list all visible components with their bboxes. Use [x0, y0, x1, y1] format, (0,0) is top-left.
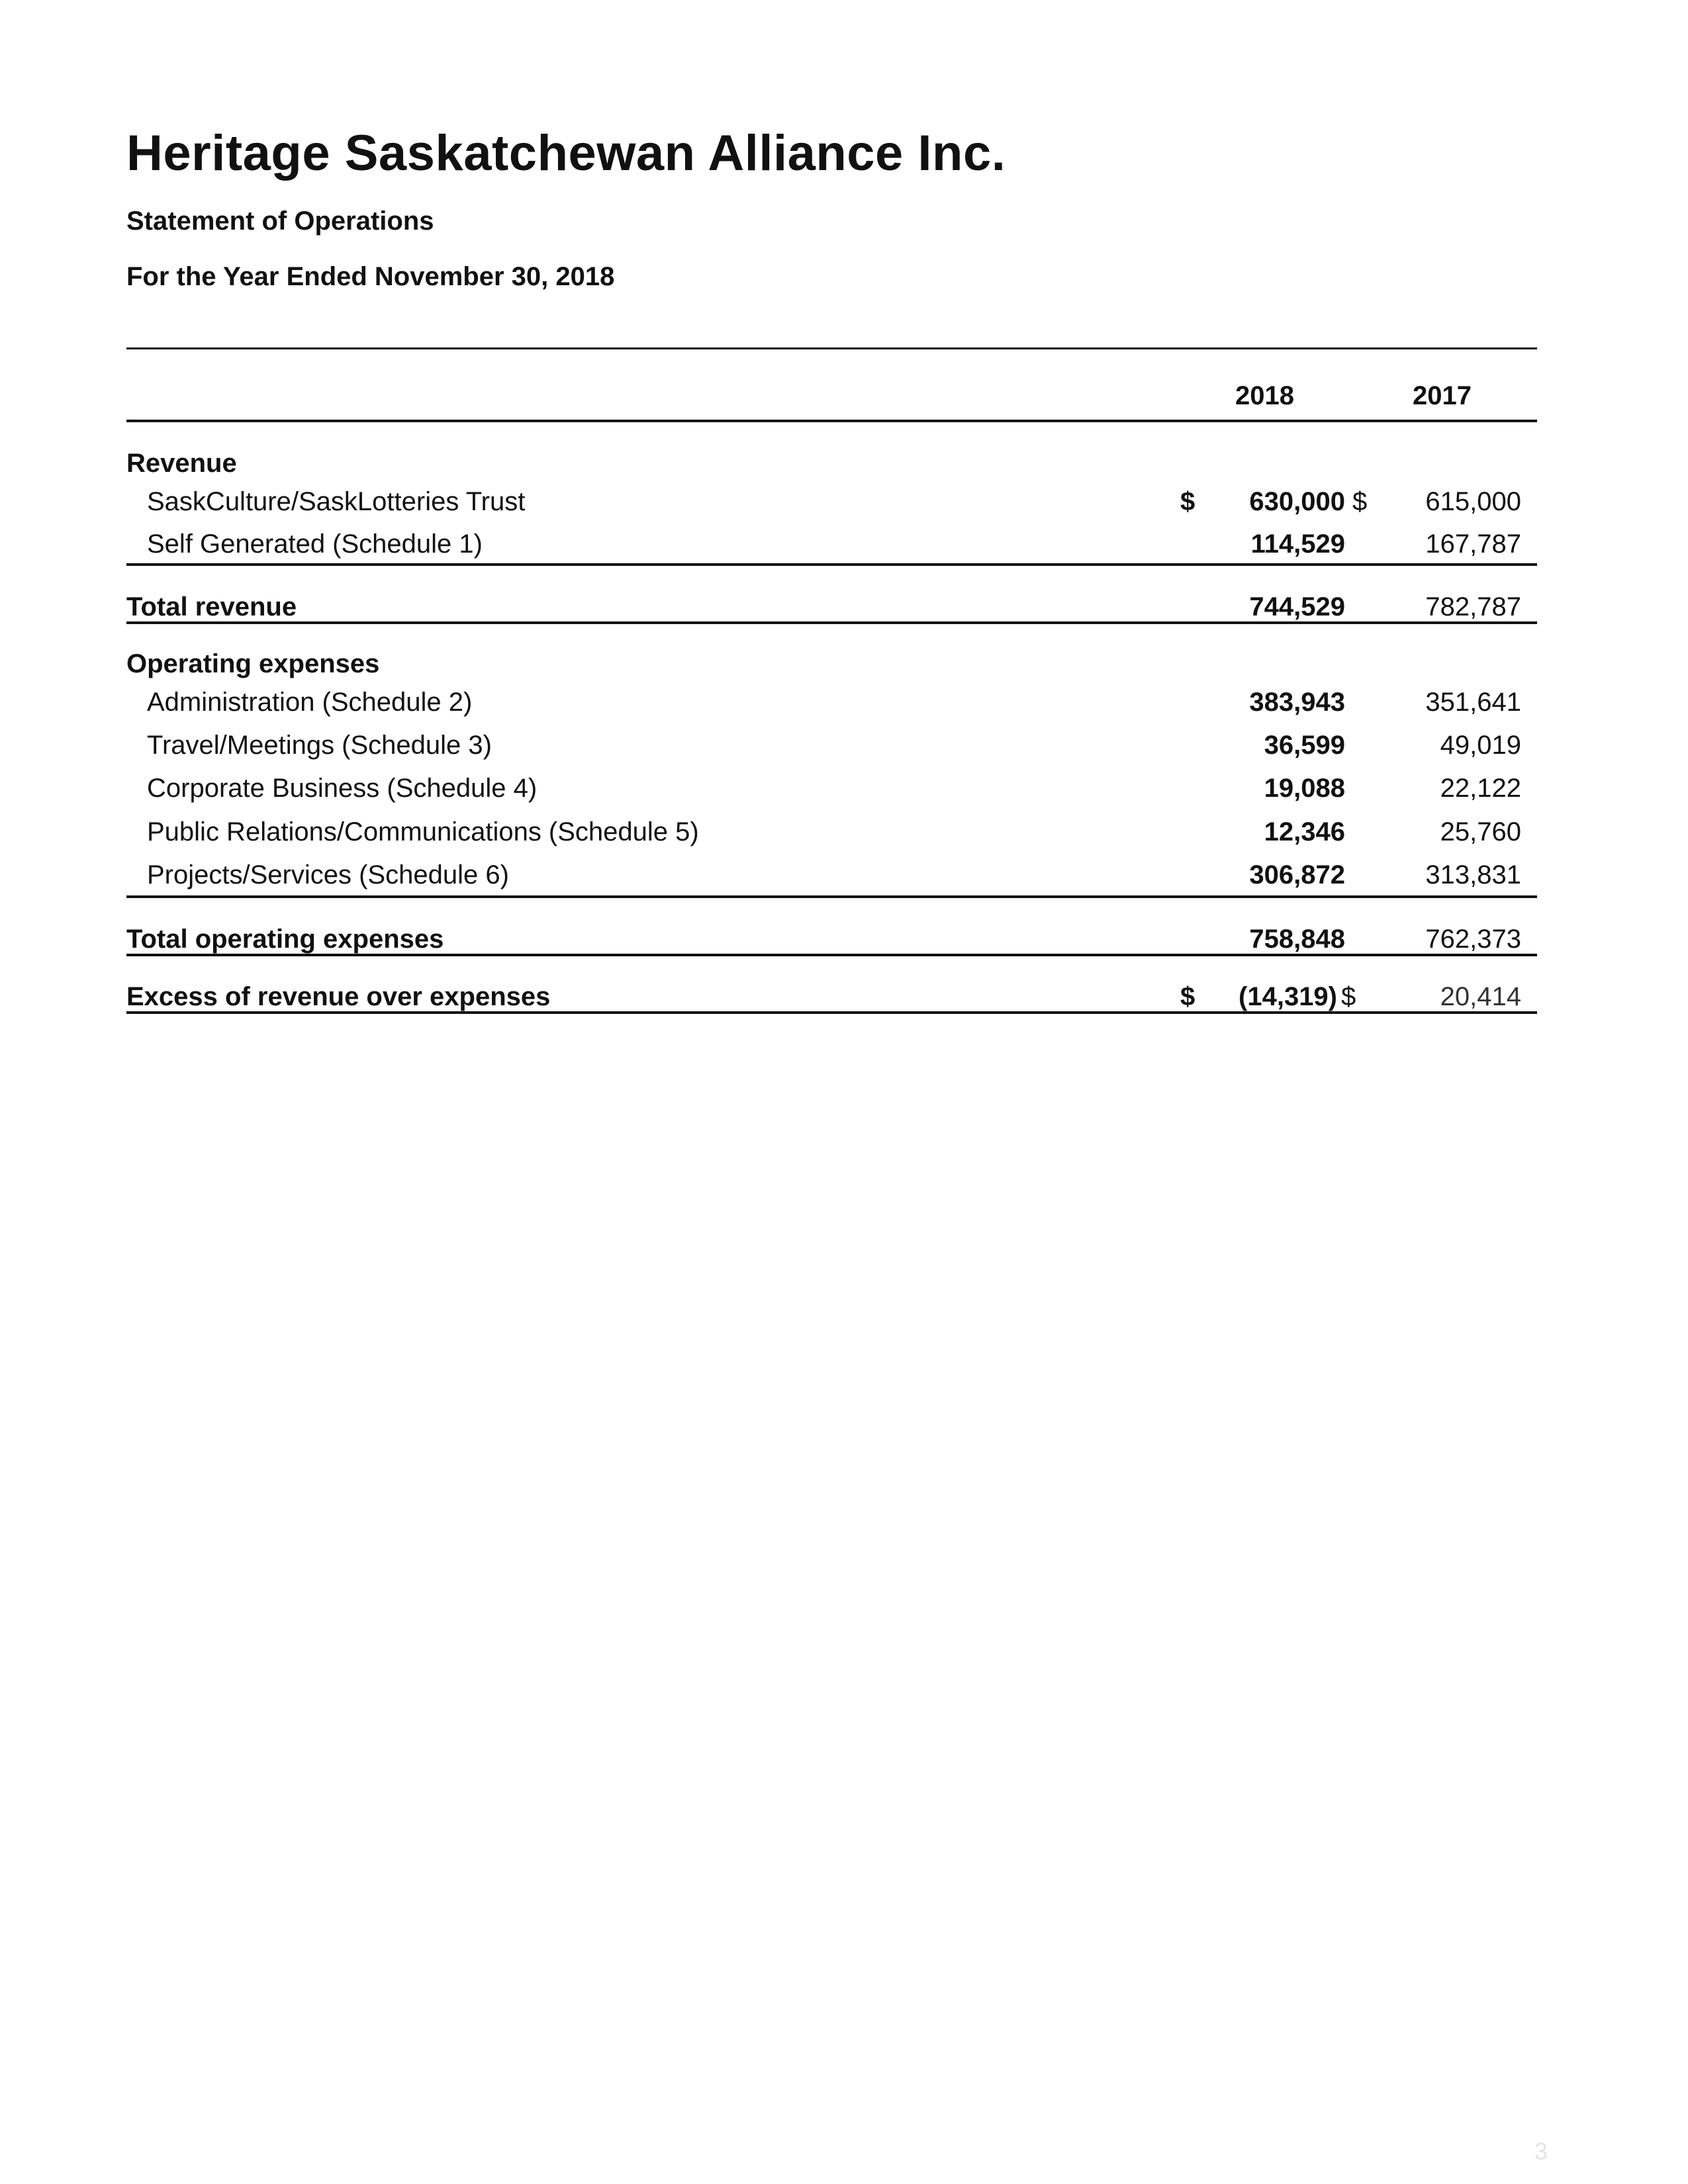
top-rule [126, 347, 1537, 349]
total-expenses-label: Total operating expenses [126, 925, 444, 954]
expense-item-current: 19,088 [1264, 774, 1345, 803]
statement-period: For the Year Ended November 30, 2018 [126, 262, 615, 291]
expense-item-prior: 49,019 [1440, 731, 1521, 760]
revenue-item-label: Self Generated (Schedule 1) [147, 529, 483, 559]
statement-title: Statement of Operations [126, 206, 434, 236]
revenue-item-prior: 167,787 [1425, 529, 1521, 559]
column-header-2017: 2017 [1413, 381, 1472, 410]
revenue-item-label: SaskCulture/SaskLotteries Trust [147, 487, 526, 516]
currency-symbol: $ [1180, 487, 1196, 516]
expense-item-prior: 25,760 [1440, 817, 1521, 846]
currency-symbol: $ [1180, 982, 1196, 1011]
expense-item-label: Administration (Schedule 2) [147, 688, 473, 717]
total-revenue-prior: 782,787 [1425, 592, 1521, 621]
revenue-item-prior: 615,000 [1425, 487, 1521, 516]
total-expenses-prior: 762,373 [1425, 925, 1521, 954]
revenue-subtotal-rule [126, 563, 1537, 566]
excess-prior: 20,414 [1440, 982, 1521, 1011]
currency-symbol: $ [1341, 982, 1356, 1011]
expense-item-prior: 22,122 [1440, 774, 1521, 803]
header-rule [126, 420, 1537, 422]
expense-item-current: 306,872 [1249, 860, 1345, 889]
revenue-item-current: 630,000 [1249, 487, 1345, 516]
expense-item-label: Projects/Services (Schedule 6) [147, 860, 509, 889]
excess-current: (14,319) [1239, 982, 1337, 1011]
total-revenue-label: Total revenue [126, 592, 297, 621]
column-header-2018: 2018 [1235, 381, 1294, 410]
expense-item-label: Travel/Meetings (Schedule 3) [147, 731, 492, 760]
revenue-item-current: 114,529 [1250, 529, 1345, 559]
expense-item-prior: 313,831 [1425, 860, 1521, 889]
expenses-subtotal-rule [126, 895, 1537, 898]
expense-item-current: 36,599 [1264, 731, 1345, 760]
total-expenses-current: 758,848 [1249, 925, 1345, 954]
expense-item-label: Corporate Business (Schedule 4) [147, 774, 538, 803]
currency-symbol: $ [1352, 487, 1368, 516]
total-expenses-rule [126, 954, 1537, 956]
excess-label: Excess of revenue over expenses [126, 982, 551, 1011]
organization-title: Heritage Saskatchewan Alliance Inc. [126, 125, 1006, 181]
total-revenue-current: 744,529 [1249, 592, 1345, 621]
excess-rule [126, 1011, 1537, 1014]
expenses-heading: Operating expenses [126, 649, 380, 678]
total-revenue-rule [126, 621, 1537, 624]
expense-item-label: Public Relations/Communications (Schedule 5) [147, 817, 699, 846]
expense-item-current: 12,346 [1264, 817, 1345, 846]
expense-item-prior: 351,641 [1425, 688, 1521, 717]
expense-item-current: 383,943 [1249, 688, 1345, 717]
page-number: 3 [1534, 2138, 1548, 2165]
revenue-heading: Revenue [126, 449, 237, 478]
